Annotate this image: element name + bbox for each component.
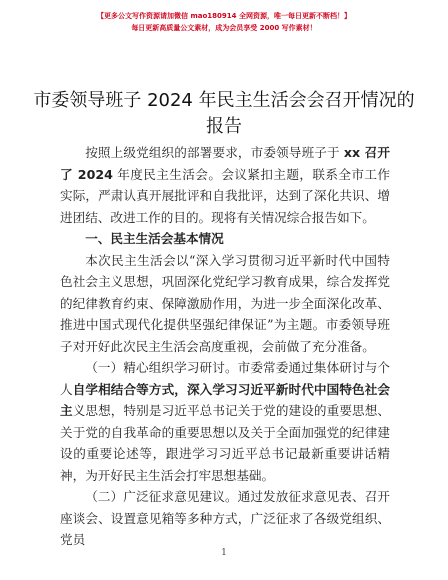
paragraph-study xyxy=(60,357,390,486)
paragraph-opinions: （二）广泛征求意见建议。通过发放征求意见表、召开座谈会、设置意见箱等多种方式，广泛征求了各级党组织、党员 xyxy=(60,489,390,547)
promo-banner xyxy=(0,10,448,34)
document-body xyxy=(60,142,390,551)
promo-banner-line2: 每日更新高质量公文素材，成为会员享受 2000 写作素材！ xyxy=(131,24,317,32)
promo-banner-line1: 【更多公文写作资源请加微信 mao180914 全网资源，唯一每日更新不断档！】 xyxy=(97,12,351,20)
title-line2: 报告 xyxy=(206,116,242,137)
title-line1: 市委领导班子 2024 年民主生活会会召开情况的 xyxy=(33,90,415,111)
study-text-bold: 自学相结合等方式，深入学习习近平新时代中国特色社会主 xyxy=(60,381,391,418)
document-title xyxy=(0,88,448,140)
page-number: 1 xyxy=(221,548,227,558)
intro-text-a: 按照上级党组织的部署要求，市委领导班子于 xyxy=(85,145,344,160)
study-text-c: 义思想，特别是习近平总书记关于党的建设的重要思想、关于党的自我革命的重要思想以及关于全面加强党的纪律建设的重要论述等，跟进学习习近平总书记最新重要讲话精神，为开好民主生活会打牢思想基础。 xyxy=(60,403,391,483)
intro-text-c: 年度民主生活会。会议紧扣主题，联系全市工作实际，严肃认真开展批评和自我批评，达到了深化共识、增进团结、改进工作的目的。现将有关情况综合报告如下。 xyxy=(60,166,390,225)
paragraph-theme: 本次民主生活会以“深入学习贯彻习近平新时代中国特色社会主义思想，巩固深化党纪学习教育成果，综合发挥党的纪律教育约束、保障激励作用，为进一步全面深化改革、推进中国式现代化提供坚强纪律保证”为主题。市委领导班子对开好此次民主生活会高度重视，会前做了充分准备。 xyxy=(60,252,390,354)
intro-text-bold: xx 召开了 2024 xyxy=(60,145,390,182)
study-text-a: （一）精心组织学习研讨。市委常委通过集体研讨与个人 xyxy=(60,360,390,397)
section-heading-1: 一、民主生活会基本情况 xyxy=(85,231,224,246)
intro-paragraph xyxy=(60,142,390,228)
